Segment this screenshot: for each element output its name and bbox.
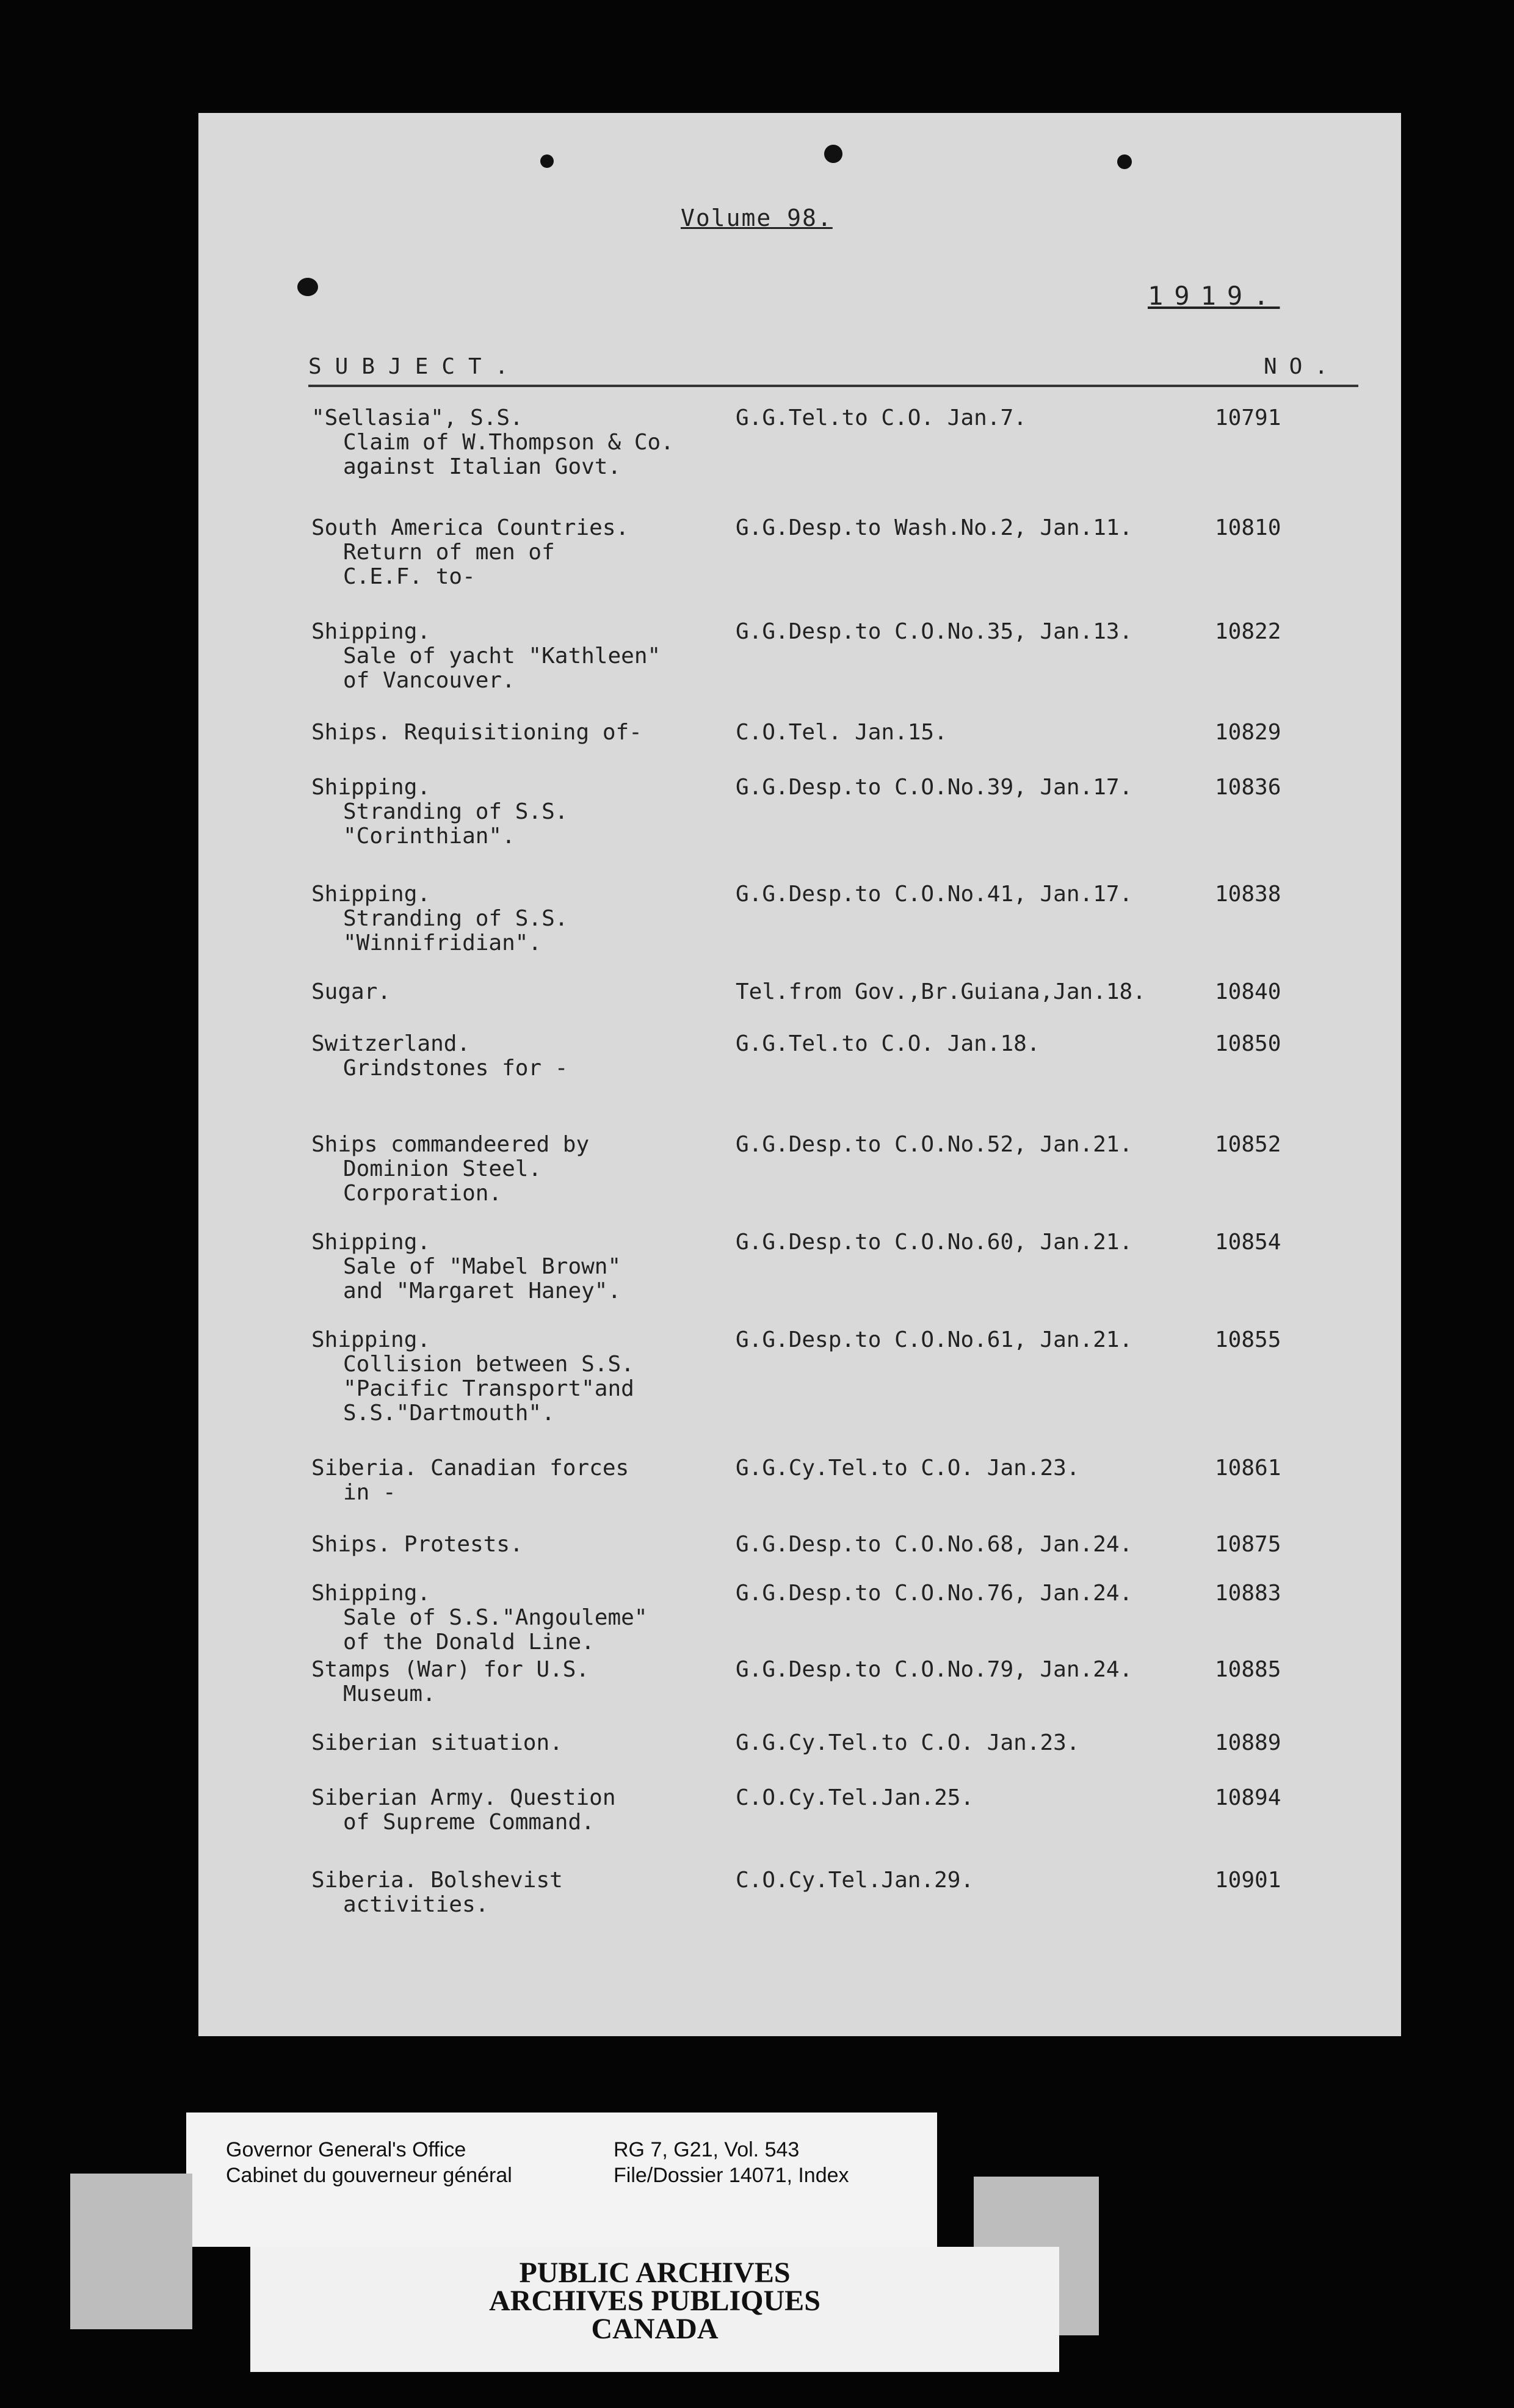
subject-line: "Corinthian". xyxy=(343,824,515,849)
subject-line: Switzerland. xyxy=(311,1031,471,1056)
entry-number: 10840 xyxy=(1215,979,1281,1004)
subject-line: S.S."Dartmouth". xyxy=(343,1401,555,1426)
entry-reference: G.G.Desp.to C.O.No.39, Jan.17. xyxy=(736,775,1133,800)
entry-reference: G.G.Desp.to C.O.No.76, Jan.24. xyxy=(736,1581,1133,1606)
subject-line: Ships commandeered by xyxy=(311,1132,590,1157)
entry-number: 10836 xyxy=(1215,775,1281,800)
entry-reference: G.G.Desp.to C.O.No.61, Jan.21. xyxy=(736,1327,1133,1352)
stamp-line-2: ARCHIVES PUBLIQUES xyxy=(489,2285,820,2317)
entry-reference: G.G.Desp.to C.O.No.79, Jan.24. xyxy=(736,1657,1133,1682)
entry-subject xyxy=(311,1731,733,1755)
subject-line: of Supreme Command. xyxy=(343,1810,595,1835)
number-header: NO. xyxy=(1263,354,1340,379)
entry-reference: C.O.Tel. Jan.15. xyxy=(736,720,947,745)
subject-line: "Sellasia", S.S. xyxy=(311,405,523,430)
office-en: Governor General's Office xyxy=(226,2138,466,2161)
entry-number: 10838 xyxy=(1215,882,1281,907)
entry-reference: G.G.Desp.to C.O.No.68, Jan.24. xyxy=(736,1532,1133,1557)
entry-number: 10855 xyxy=(1215,1327,1281,1352)
subject-line: Dominion Steel. xyxy=(343,1156,542,1181)
subject-line: Claim of W.Thompson & Co. xyxy=(343,430,674,455)
entry-subject xyxy=(311,1328,733,1426)
entry-reference: G.G.Desp.to C.O.No.52, Jan.21. xyxy=(736,1132,1133,1157)
archives-stamp-card xyxy=(250,2247,1059,2372)
entry-reference: Tel.from Gov.,Br.Guiana,Jan.18. xyxy=(736,979,1146,1004)
subject-line: South America Countries. xyxy=(311,515,629,540)
subject-header: SUBJECT. xyxy=(308,354,522,379)
subject-line: Stranding of S.S. xyxy=(343,799,568,824)
subject-line: Shipping. xyxy=(311,1230,431,1255)
entry-number: 10894 xyxy=(1215,1785,1281,1810)
entry-subject xyxy=(311,1868,733,1917)
entry-number: 10901 xyxy=(1215,1868,1281,1893)
entry-number: 10854 xyxy=(1215,1230,1281,1255)
subject-line: Shipping. xyxy=(311,619,431,644)
entry-number: 10810 xyxy=(1215,515,1281,540)
subject-line: Stamps (War) for U.S. xyxy=(311,1657,590,1682)
entry-subject xyxy=(311,1230,733,1304)
subject-line: "Winnifridian". xyxy=(343,930,542,956)
archives-stamp xyxy=(250,2259,1059,2343)
entry-subject xyxy=(311,980,733,1004)
entry-reference: C.O.Cy.Tel.Jan.29. xyxy=(736,1868,974,1893)
entry-number: 10883 xyxy=(1215,1581,1281,1606)
subject-line: of the Donald Line. xyxy=(343,1630,595,1655)
entry-reference: G.G.Tel.to C.O. Jan.7. xyxy=(736,405,1027,430)
subject-line: Shipping. xyxy=(311,1581,431,1606)
entry-reference: G.G.Desp.to C.O.No.60, Jan.21. xyxy=(736,1230,1133,1255)
subject-line: Stranding of S.S. xyxy=(343,906,568,931)
stamp-line-3: CANADA xyxy=(591,2313,719,2345)
subject-line: Collision between S.S. xyxy=(343,1352,634,1377)
entry-reference: G.G.Desp.to C.O.No.35, Jan.13. xyxy=(736,619,1133,644)
subject-line: in - xyxy=(343,1480,396,1505)
entry-subject xyxy=(311,1456,733,1505)
subject-line: against Italian Govt. xyxy=(343,454,621,479)
entry-number: 10875 xyxy=(1215,1532,1281,1557)
entry-reference: G.G.Cy.Tel.to C.O. Jan.23. xyxy=(736,1456,1080,1481)
record-group: RG 7, G21, Vol. 543 xyxy=(614,2138,800,2161)
subject-line: Corporation. xyxy=(343,1181,502,1206)
entry-number: 10852 xyxy=(1215,1132,1281,1157)
entry-reference: G.G.Tel.to C.O. Jan.18. xyxy=(736,1031,1040,1056)
subject-line: Grindstones for - xyxy=(343,1056,568,1081)
entry-subject xyxy=(311,1133,733,1206)
subject-line: Shipping. xyxy=(311,882,431,907)
entry-subject xyxy=(311,1032,733,1081)
entry-reference: C.O.Cy.Tel.Jan.25. xyxy=(736,1785,974,1810)
subject-line: Sugar. xyxy=(311,979,391,1004)
office-block xyxy=(226,2137,512,2188)
subject-line: Sale of yacht "Kathleen" xyxy=(343,644,661,669)
subject-line: Sale of "Mabel Brown" xyxy=(343,1254,621,1279)
subject-line: Museum. xyxy=(343,1681,436,1706)
entry-number: 10850 xyxy=(1215,1031,1281,1056)
subject-line: of Vancouver. xyxy=(343,668,515,693)
entry-number: 10791 xyxy=(1215,405,1281,430)
entry-subject xyxy=(311,1581,733,1655)
entry-number: 10829 xyxy=(1215,720,1281,745)
column-header xyxy=(308,354,1358,387)
entry-subject xyxy=(311,406,733,479)
entry-subject xyxy=(311,882,733,956)
entry-reference: G.G.Desp.to C.O.No.41, Jan.17. xyxy=(736,882,1133,907)
entry-reference: G.G.Desp.to Wash.No.2, Jan.11. xyxy=(736,515,1133,540)
entry-subject xyxy=(311,1532,733,1557)
subject-line: activities. xyxy=(343,1892,489,1917)
subject-line: Ships. Protests. xyxy=(311,1532,523,1557)
punch-hole xyxy=(824,145,842,163)
entry-reference: G.G.Cy.Tel.to C.O. Jan.23. xyxy=(736,1730,1080,1755)
label-mount xyxy=(70,2174,192,2329)
entry-subject xyxy=(311,775,733,849)
archive-label xyxy=(186,2112,937,2247)
entry-subject xyxy=(311,1658,733,1706)
subject-line: Sale of S.S."Angouleme" xyxy=(343,1605,648,1630)
subject-line: Return of men of xyxy=(343,540,555,565)
subject-line: "Pacific Transport"and xyxy=(343,1376,634,1401)
subject-line: C.E.F. to- xyxy=(343,564,476,589)
entry-subject xyxy=(311,1786,733,1835)
entry-number: 10889 xyxy=(1215,1730,1281,1755)
subject-line: and "Margaret Haney". xyxy=(343,1278,621,1304)
punch-hole xyxy=(1117,154,1132,169)
entry-number: 10822 xyxy=(1215,619,1281,644)
volume-title: Volume 98. xyxy=(681,205,833,231)
punch-hole xyxy=(540,154,554,168)
file-reference: File/Dossier 14071, Index xyxy=(614,2164,849,2187)
document-page xyxy=(198,113,1401,2036)
office-fr: Cabinet du gouverneur général xyxy=(226,2164,512,2187)
subject-line: Siberian situation. xyxy=(311,1730,563,1755)
entry-number: 10861 xyxy=(1215,1456,1281,1481)
entry-number: 10885 xyxy=(1215,1657,1281,1682)
reference-block xyxy=(614,2137,849,2188)
entry-subject xyxy=(311,720,733,745)
subject-line: Siberia. Canadian forces xyxy=(311,1456,629,1481)
subject-line: Ships. Requisitioning of- xyxy=(311,720,642,745)
entry-subject xyxy=(311,620,733,693)
year-heading: 1919. xyxy=(1148,281,1280,311)
ink-blot xyxy=(297,278,318,296)
subject-line: Siberia. Bolshevist xyxy=(311,1868,563,1893)
subject-line: Siberian Army. Question xyxy=(311,1785,616,1810)
entry-subject xyxy=(311,516,733,589)
stamp-line-1: PUBLIC ARCHIVES xyxy=(519,2257,791,2289)
subject-line: Shipping. xyxy=(311,775,431,800)
subject-line: Shipping. xyxy=(311,1327,431,1352)
